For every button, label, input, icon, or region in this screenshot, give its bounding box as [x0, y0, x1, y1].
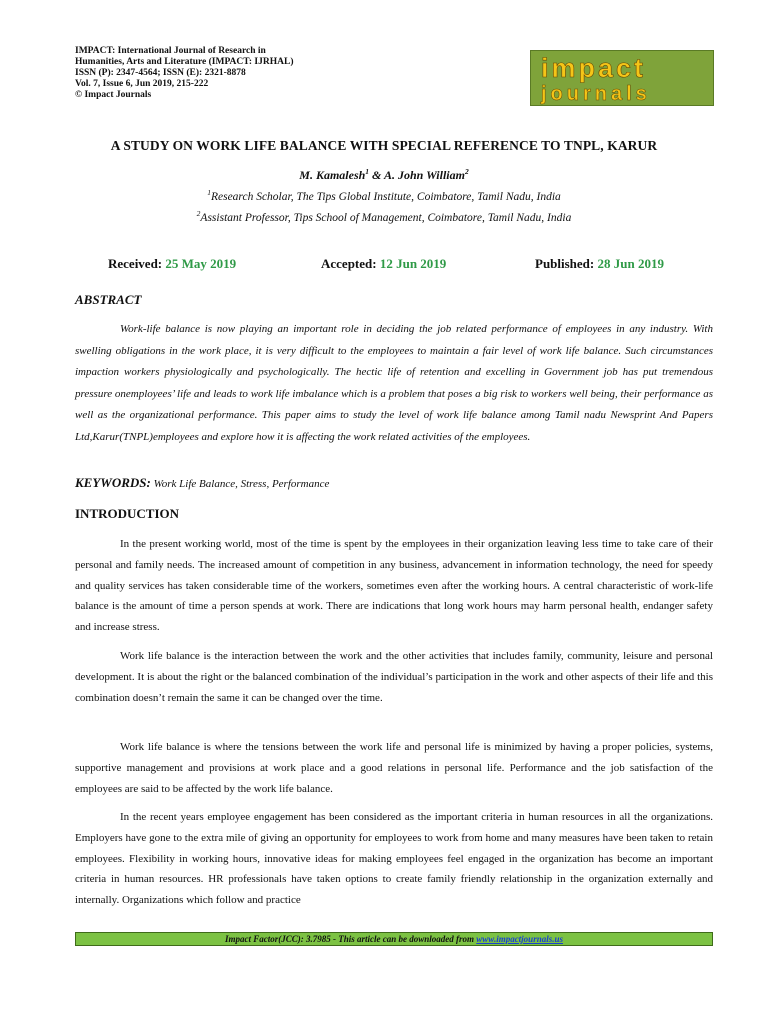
logo-graphic [531, 51, 713, 105]
accepted-label: Accepted: [321, 256, 377, 271]
logo-word-impact: impact [541, 53, 647, 83]
accepted-date [321, 256, 446, 272]
journal-name-line2: Humanities, Arts and Literature (IMPACT: IJRHAL) [75, 57, 294, 67]
abstract-text: Work-life balance is now playing an important role in deciding the job related performance of employees in any industry. With swelling obligations in the work place, it is very difficult to the employees to maintain a fair level of work life balance. Such circumstances impaction workers physiologically and psychologically. The hectic life of retention and excelling in Government job has put tremendous pressure onemployees’ life and leads to work life imbalance which is a problem that poses a big risk to workers well being, their performance as well as the organizational performance. This paper aims to study the level of work life balance among Tamil nadu Newsprint And Papers Ltd,Karur(TNPL)employees and explore how it is affecting the work related activities of the employees. [75, 323, 713, 443]
author-2-affil-mark: 2 [464, 167, 469, 176]
affil-1-mark: 1 [207, 188, 211, 198]
journal-issn: ISSN (P): 2347-4564; ISSN (E): 2321-8878 [75, 68, 246, 78]
journal-volume: Vol. 7, Issue 6, Jun 2019, 215-222 [75, 79, 209, 89]
logo-word-journals: journals [541, 83, 651, 105]
footer-bar [75, 932, 713, 946]
affiliation-2 [0, 209, 768, 224]
keywords-line [75, 475, 329, 491]
author-separator: & [369, 168, 384, 182]
journal-header-info [75, 46, 294, 101]
paper-authors [0, 168, 768, 183]
intro-paragraph-1: In the present working world, most of the time is spent by the employees in their organization leaving less time to take care of their personal and family needs. The increased amount of competition in any business, advancement in information technology, the need for speedy and quality services has taken considerable time of the workers, sometimes even after the working hours. A central characteristic of work-life balance is the amount of time a person spends at work. There are indications that long work hours may harm personal health, endanger safety and increase stress. [75, 538, 713, 634]
author-2: A. John William [383, 168, 465, 182]
intro-paragraph-2: Work life balance is the interaction between the work and the other activities that includes family, community, leisure and personal development. It is about the right or the balanced combination of the individual’s participation in the work and other aspects of their life and this combination doesn’t remain the same it can be changed over the time. [75, 650, 713, 704]
published-date [535, 256, 664, 272]
published-value: 28 Jun 2019 [597, 256, 664, 271]
journal-name-line1: IMPACT: International Journal of Research in [75, 46, 266, 56]
footer-link[interactable]: www.impactjournals.us [476, 934, 563, 944]
published-label: Published: [535, 256, 595, 271]
introduction-heading: INTRODUCTION [75, 506, 180, 521]
keywords-text: Work Life Balance, Stress, Performance [150, 478, 330, 490]
received-date [108, 256, 236, 272]
intro-paragraph-4: In the recent years employee engagement has been considered as the important criteria in human resources in all the organizations. Employers have gone to the extra mile of giving an opportunity for employees to work from home and many measures have been taken to retain employees. Flexibility in working hours, innovative ideas for making employees feel engaged in the organization has become an important criteria in human resources. HR professionals have taken options to create family friendly relationship in the organization externally and internally. Organizations which follow and practice [75, 811, 713, 907]
received-value: 25 May 2019 [165, 256, 237, 271]
journal-copyright: © Impact Journals [75, 90, 152, 100]
affil-2-mark: 2 [196, 209, 201, 219]
intro-paragraph-3: Work life balance is where the tensions between the work life and personal life is minimized by having a proper policies, systems, supportive management and provisions at work place and a good relations in personal life. Performance and the job satisfaction of the employees are said to be affected by the work life balance. [75, 741, 713, 795]
impact-journals-logo [530, 50, 714, 106]
paper-title: A STUDY ON WORK LIFE BALANCE WITH SPECIAL REFERENCE TO TNPL, KARUR [110, 138, 658, 153]
author-1-affil-mark: 1 [365, 167, 370, 176]
affiliation-1 [0, 188, 768, 203]
accepted-value: 12 Jun 2019 [379, 256, 447, 271]
received-label: Received: [108, 256, 163, 271]
affil-1-text: Research Scholar, The Tips Global Institute, Coimbatore, Tamil Nadu, India [210, 191, 561, 203]
keywords-label: KEYWORDS: [75, 475, 151, 490]
abstract-heading: ABSTRACT [75, 292, 142, 307]
footer-text: Impact Factor(JCC): 3.7985 - This article can be downloaded from [225, 934, 477, 944]
affil-2-text: Assistant Professor, Tips School of Management, Coimbatore, Tamil Nadu, India [200, 212, 572, 224]
author-1: M. Kamalesh [299, 168, 366, 182]
